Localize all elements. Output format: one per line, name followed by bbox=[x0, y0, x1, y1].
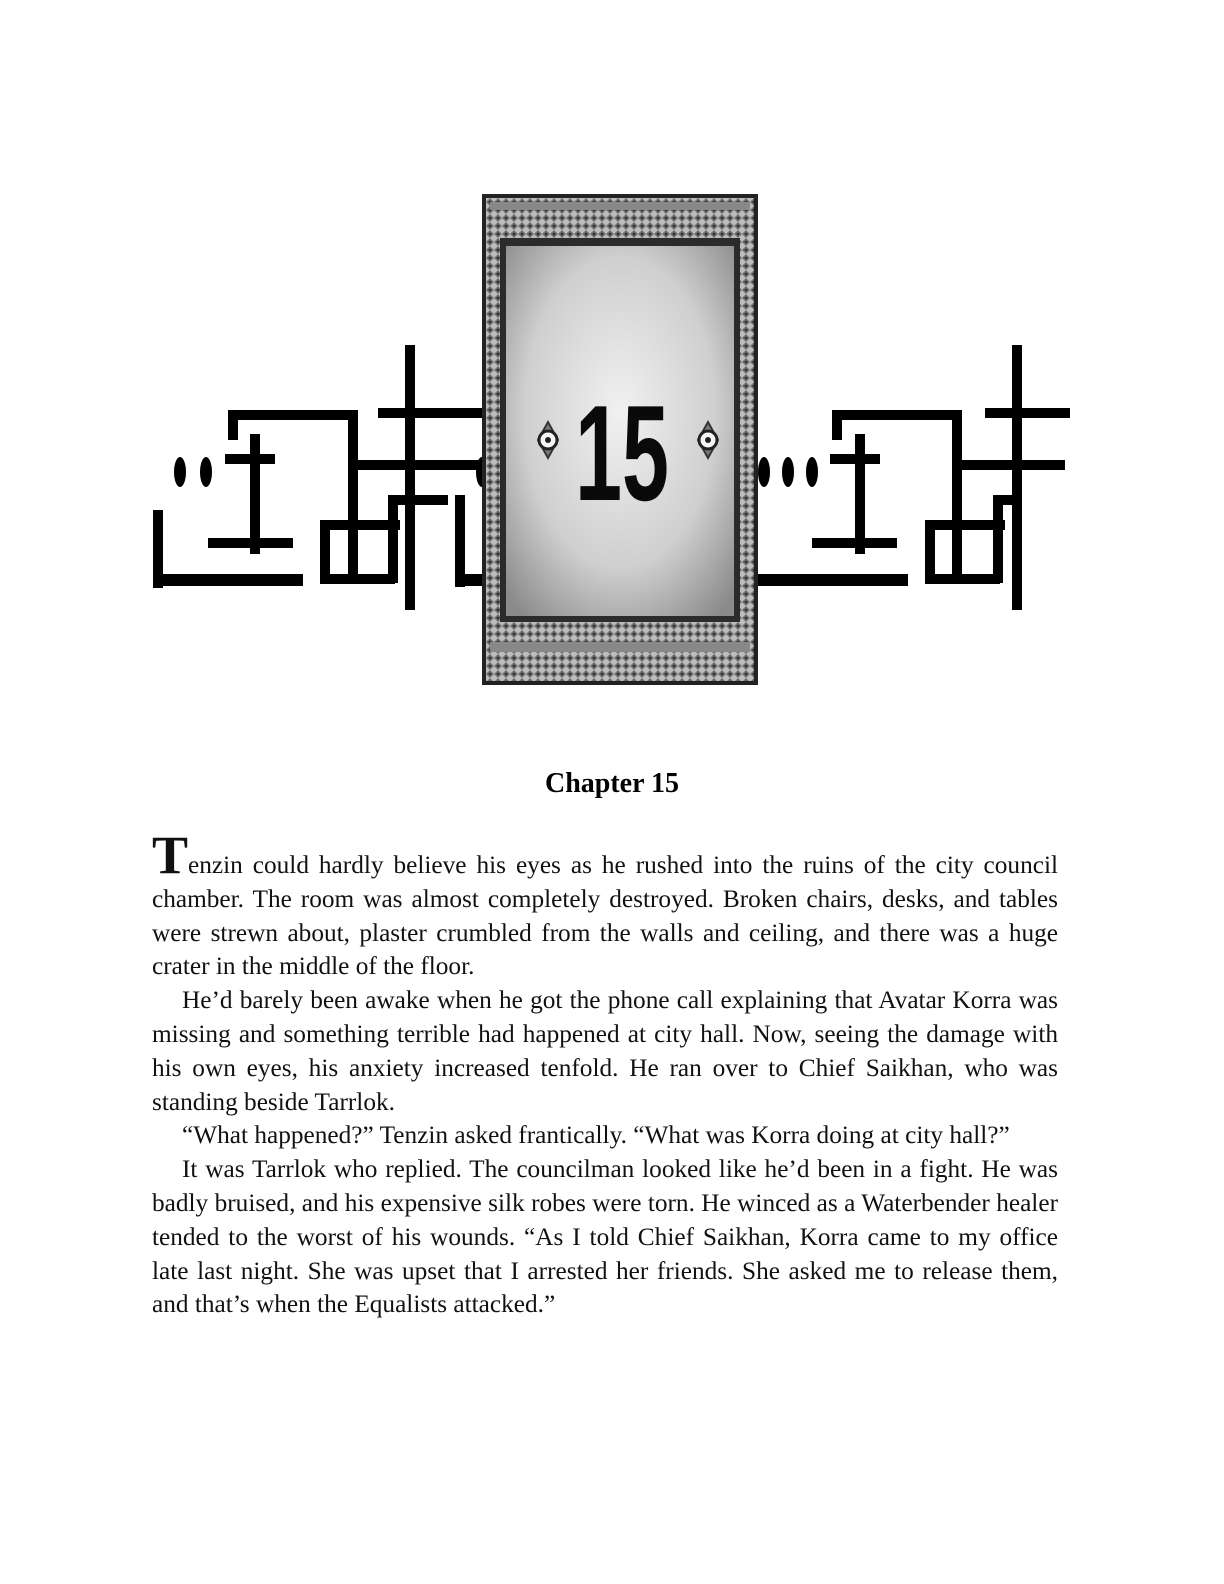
left-scroll-ornament bbox=[153, 345, 490, 610]
chapter-ornament bbox=[150, 190, 1072, 690]
chapter-body bbox=[152, 825, 1058, 1322]
paragraph: He’d barely been awake when he got the phone call explaining that Avatar Korra was missing and something terrible had happened at city hall. Now, seeing the damage with his own eyes, his anxiety increased tenfold. He ran over to Chief Saikhan, who was standing beside Tarrlok. bbox=[152, 986, 1058, 1116]
paragraph-text: enzin could hardly believe his eyes as he rushed into the ruins of the city council chamber. The room was almost completely destroyed. Broken chairs, desks, and tables were strewn about, plaster crumbled from the walls and ceiling, and there was a huge crater in the middle of the floor. bbox=[152, 851, 1058, 981]
paragraph bbox=[152, 825, 1058, 984]
right-scroll-ornament bbox=[758, 345, 1070, 610]
chapter-title: Chapter 15 bbox=[544, 768, 680, 799]
chapter-number-panel bbox=[484, 196, 756, 683]
paragraph: It was Tarrlok who replied. The councilman looked like he’d been in a fight. He was badly bruised, and his expensive silk robes were torn. He winced as a Waterbender healer tended to the worst of his wounds. “As I told Chief Saikhan, Korra came to my office late last night. She was upset that I arrested her friends. She asked me to release them, and that’s when the Equalists attacked.” bbox=[152, 1155, 1058, 1319]
paragraph: “What happened?” Tenzin asked frantically. “What was Korra doing at city hall?” bbox=[182, 1121, 1010, 1150]
drop-cap: T bbox=[152, 825, 189, 885]
chapter-number: 15 bbox=[575, 377, 669, 529]
